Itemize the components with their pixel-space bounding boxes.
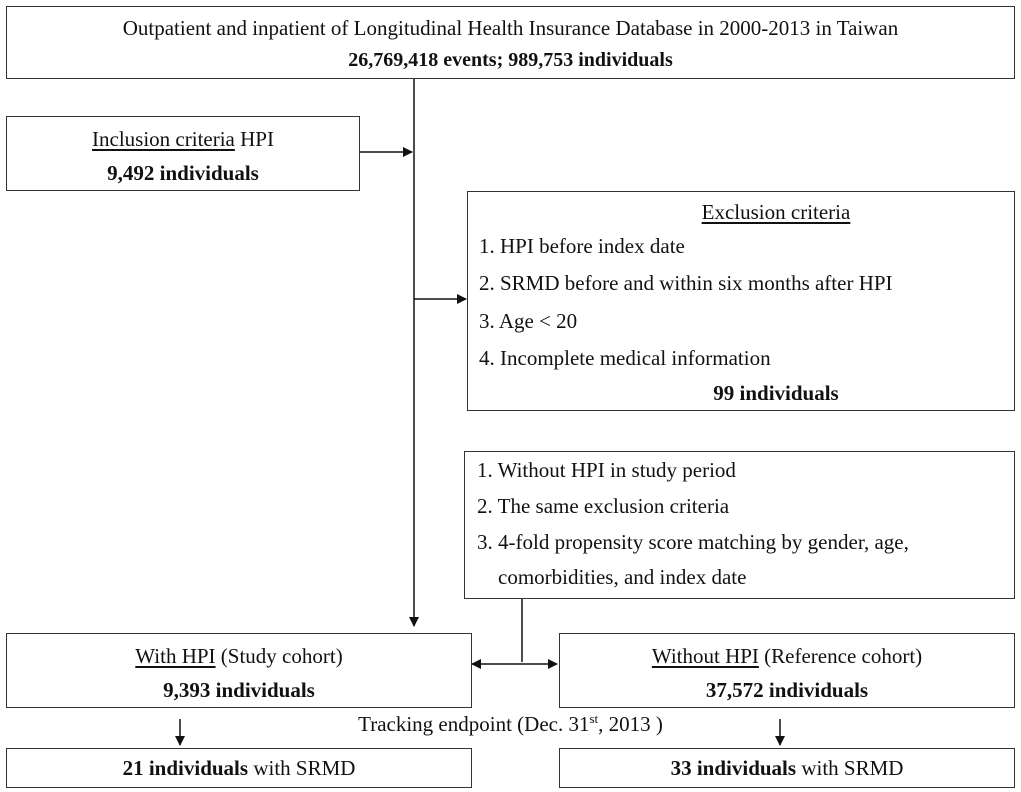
- source-count: 26,769,418 events; 989,753 individuals: [348, 49, 673, 71]
- reference-cohort-label-underlined: Without HPI: [651, 644, 759, 668]
- study-outcome-count: 21 individuals: [122, 756, 249, 780]
- reference-outcome-text: [560, 756, 1014, 780]
- exclusion-item-3: 3. Age < 20: [479, 309, 578, 333]
- inclusion-label: [7, 127, 359, 151]
- reference-outcome-rest: with SRMD: [796, 756, 904, 780]
- reference-criteria-item-3: 3. 4-fold propensity score matching by gender, age,: [477, 530, 909, 554]
- reference-cohort-label-rest: (Reference cohort): [758, 644, 923, 668]
- inclusion-label-rest: HPI: [234, 127, 274, 151]
- source-title: Outpatient and inpatient of Longitudinal Health Insurance Database in 2000-2013 in Taiwan: [122, 16, 899, 40]
- inclusion-criteria-box: [6, 116, 360, 191]
- reference-criteria-item-3-cont: comorbidities, and index date: [498, 565, 747, 589]
- reference-outcome-count: 33 individuals: [670, 756, 797, 780]
- reference-criteria-item-2: 2. The same exclusion criteria: [477, 494, 730, 518]
- study-cohort-label: [7, 644, 471, 668]
- reference-cohort-box: [559, 633, 1015, 708]
- exclusion-title: Exclusion criteria: [701, 200, 851, 224]
- inclusion-label-underlined: Inclusion criteria: [92, 127, 235, 151]
- study-cohort-label-underlined: With HPI: [135, 644, 216, 668]
- study-cohort-box: [6, 633, 472, 708]
- exclusion-item-2: 2. SRMD before and within six months after HPI: [479, 271, 893, 295]
- study-cohort-label-rest: (Study cohort): [215, 644, 343, 668]
- reference-cohort-count: 37,572 individuals: [705, 678, 869, 702]
- reference-criteria-item-1: 1. Without HPI in study period: [477, 458, 736, 482]
- reference-cohort-label: [560, 644, 1014, 668]
- study-outcome-box: [6, 748, 472, 788]
- tracking-endpoint-label: Tracking endpoint (Dec. 31st, 2013 ): [358, 711, 663, 736]
- study-outcome-text: [7, 756, 471, 780]
- reference-outcome-box: [559, 748, 1015, 788]
- exclusion-item-4: 4. Incomplete medical information: [479, 346, 771, 370]
- exclusion-item-1: 1. HPI before index date: [479, 234, 685, 258]
- exclusion-criteria-box: [467, 191, 1015, 411]
- study-cohort-count: 9,393 individuals: [163, 678, 315, 702]
- reference-criteria-box: [464, 451, 1015, 599]
- source-database-box: [6, 6, 1015, 79]
- inclusion-count: 9,492 individuals: [107, 161, 259, 185]
- exclusion-count: 99 individuals: [713, 381, 839, 405]
- study-outcome-rest: with SRMD: [248, 756, 356, 780]
